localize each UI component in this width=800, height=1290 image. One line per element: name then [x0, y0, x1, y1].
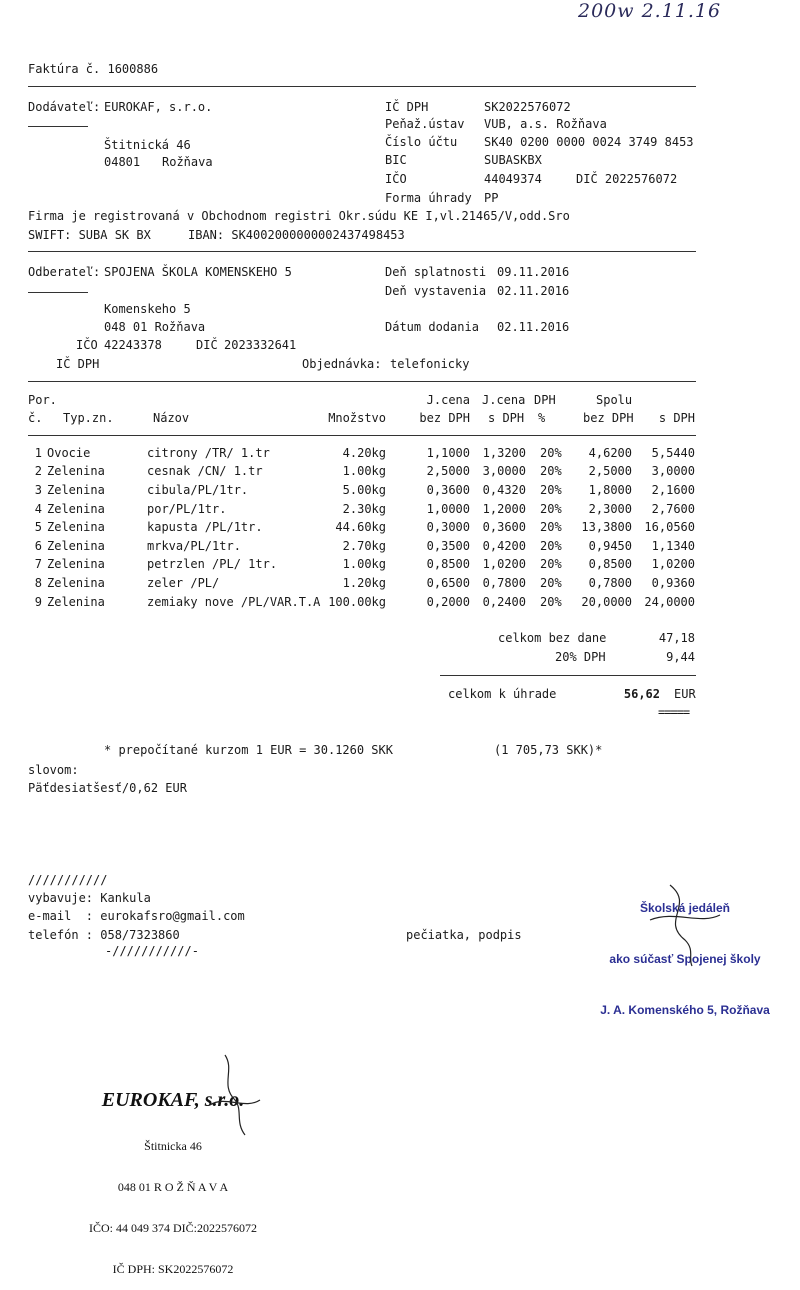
company-stamp-street: Štitnicka 46 [144, 1139, 202, 1153]
col-name: Názov [153, 411, 190, 425]
supplier-street: Štitnická 46 [104, 138, 191, 152]
issue-date: 02.11.2016 [497, 284, 570, 298]
contact-phone: telefón : 058/7323860 [28, 928, 180, 942]
amount-due: 56,62 [623, 687, 660, 701]
registry-line: Firma je registrovaná v Obchodnom registri Okr.súdu KE I,vl.21465/V,odd.Sro [28, 209, 570, 223]
row-price-vat: 1,0200 [482, 557, 526, 571]
row-total: 13,3800 [581, 520, 632, 534]
row-price-vat: 1,3200 [482, 446, 526, 460]
row-quantity: 5.00kg [342, 483, 386, 497]
supplier-name: EUROKAF, s.r.o. [104, 100, 213, 114]
row-name: cibula/PL/1tr. [147, 483, 249, 497]
row-number: 8 [34, 576, 42, 590]
bank-label-account: Číslo účtu [385, 135, 458, 149]
contact-email: e-mail : eurokafsro@gmail.com [28, 909, 245, 923]
bank-value-institution: VUB, a.s. Rožňava [484, 117, 607, 131]
row-type: Zelenina [47, 483, 105, 497]
row-name: zemiaky nove /PL/VAR.T.A [147, 595, 321, 609]
invoice-title [28, 62, 158, 76]
row-number: 1 [34, 446, 42, 460]
row-type: Zelenina [47, 576, 105, 590]
divider-table-header [28, 435, 696, 436]
row-price-vat: 0,2400 [482, 595, 526, 609]
row-total-vat: 1,1340 [651, 539, 695, 553]
row-type: Zelenina [47, 502, 105, 516]
footer-slashes-2: -///////////- [105, 944, 199, 958]
dic-label: DIČ [576, 172, 598, 186]
col-vat-bottom: % [538, 411, 546, 425]
row-price-vat: 0,7800 [482, 576, 526, 590]
customer-dic: 2023332641 [224, 338, 297, 352]
customer-icdph-label: IČ DPH [56, 357, 100, 371]
row-quantity: 1.00kg [342, 557, 386, 571]
conversion-rate: * prepočítané kurzom 1 EUR = 30.1260 SKK [104, 743, 393, 757]
col-por-top: Por. [28, 393, 57, 407]
vat-total: 9,44 [666, 650, 695, 664]
row-total-vat: 3,0000 [651, 464, 695, 478]
col-quantity: Množstvo [328, 411, 386, 425]
due-date-label: Deň splatnosti [385, 265, 487, 279]
net-total: 47,18 [658, 631, 695, 645]
company-stamp-icdph: IČ DPH: SK2022576072 [112, 1262, 234, 1276]
row-price-vat: 1,2000 [482, 502, 526, 516]
row-total-vat: 1,0200 [651, 557, 695, 571]
due-date: 09.11.2016 [497, 265, 570, 279]
row-total: 4,6200 [588, 446, 632, 460]
footer-slashes: /////////// [28, 873, 108, 887]
row-price: 0,6500 [426, 576, 470, 590]
row-type: Ovocie [47, 446, 91, 460]
divider-top [28, 86, 696, 87]
row-total-vat: 16,0560 [644, 520, 695, 534]
words-label: slovom: [28, 763, 79, 777]
row-type: Zelenina [47, 557, 105, 571]
col-total-vat-bottom: s DPH [658, 411, 695, 425]
delivery-date: 02.11.2016 [497, 320, 570, 334]
net-total-label: celkom bez dane [498, 631, 607, 645]
row-number: 9 [34, 595, 42, 609]
row-vat-rate: 20% [540, 446, 562, 460]
row-vat-rate: 20% [540, 557, 562, 571]
col-total-top: Spolu [596, 393, 633, 407]
school-stamp-line2: ako súčasť Spojenej školy [609, 952, 761, 966]
row-type: Zelenina [47, 464, 105, 478]
row-price: 2,5000 [426, 464, 470, 478]
row-total-vat: 2,1600 [651, 483, 695, 497]
issued-by: vybavuje: Kankula [28, 891, 151, 905]
row-name: citrony /TR/ 1.tr [147, 446, 270, 460]
row-price: 1,0000 [426, 502, 470, 516]
row-number: 4 [34, 502, 42, 516]
row-quantity: 100.00kg [328, 595, 386, 609]
row-vat-rate: 20% [540, 464, 562, 478]
row-vat-rate: 20% [540, 502, 562, 516]
row-price: 1,1000 [426, 446, 470, 460]
row-price: 0,3500 [426, 539, 470, 553]
row-vat-rate: 20% [540, 520, 562, 534]
swift-code: SWIFT: SUBA SK BX [28, 228, 151, 242]
col-por-bottom: č. [28, 411, 43, 425]
row-quantity: 4.20kg [342, 446, 386, 460]
col-price-bottom: bez DPH [419, 411, 470, 425]
row-total-vat: 0,9360 [651, 576, 695, 590]
row-total: 0,9450 [588, 539, 632, 553]
row-price-vat: 3,0000 [482, 464, 526, 478]
bank-label-icdph: IČ DPH [385, 100, 429, 114]
col-vat-top: DPH [534, 393, 556, 407]
double-underline: ===== [658, 705, 690, 719]
customer-label: Odberateľ: [28, 265, 101, 279]
row-quantity: 2.70kg [342, 539, 386, 553]
row-total: 20,0000 [581, 595, 632, 609]
col-price-top: J.cena [426, 393, 470, 407]
amount-due-label: celkom k úhrade [448, 687, 557, 701]
row-number: 3 [34, 483, 42, 497]
customer-ico-label: IČO [76, 338, 98, 352]
vat-total-label: 20% DPH [555, 650, 606, 664]
bank-value-icdph: SK2022576072 [484, 100, 571, 114]
row-name: kapusta /PL/1tr. [147, 520, 263, 534]
signature-scribble-icon [640, 880, 730, 970]
row-quantity: 44.60kg [335, 520, 386, 534]
bank-label-payment: Forma úhrady [385, 191, 472, 205]
row-number: 6 [34, 539, 42, 553]
divider-table [28, 381, 696, 382]
row-total-vat: 24,0000 [644, 595, 695, 609]
row-price: 0,3600 [426, 483, 470, 497]
company-stamp-city: 048 01 R O Ž Ň A V A [117, 1180, 229, 1194]
row-total: 1,8000 [588, 483, 632, 497]
row-price-vat: 0,4200 [482, 539, 526, 553]
row-total: 2,3000 [588, 502, 632, 516]
dic-value: 2022576072 [604, 172, 678, 186]
company-stamp-name: EUROKAF, s.r.o. [101, 1089, 245, 1111]
row-vat-rate: 20% [540, 595, 562, 609]
row-type: Zelenina [47, 520, 105, 534]
issue-date-label: Deň vystavenia [385, 284, 487, 298]
row-price-vat: 0,3600 [482, 520, 526, 534]
signature-scribble-icon [205, 1050, 265, 1140]
amount-due-currency: EUR [674, 687, 696, 701]
row-quantity: 1.20kg [342, 576, 386, 590]
bank-value-account: SK40 0200 0000 0024 3749 8453 [484, 135, 694, 149]
row-name: cesnak /CN/ 1.tr [147, 464, 263, 478]
row-total: 0,8500 [588, 557, 632, 571]
iban-code: IBAN: SK4002000000002437498453 [188, 228, 405, 242]
col-price-vat-bottom: s DPH [488, 411, 525, 425]
bank-value-bic: SUBASKBX [484, 153, 542, 167]
row-total: 2,5000 [588, 464, 632, 478]
supplier-dic [576, 172, 677, 186]
supplier-label-underline [28, 126, 88, 127]
col-price-vat-top: J.cena [482, 393, 526, 407]
row-type: Zelenina [47, 539, 105, 553]
row-quantity: 1.00kg [342, 464, 386, 478]
row-name: mrkva/PL/1tr. [147, 539, 241, 553]
row-quantity: 2.30kg [342, 502, 386, 516]
row-total-vat: 2,7600 [651, 502, 695, 516]
customer-dic-label: DIČ [196, 338, 218, 352]
bank-value-ico: 44049374 [484, 172, 542, 186]
bank-label-ico: IČO [385, 172, 407, 186]
row-vat-rate: 20% [540, 483, 562, 497]
row-type: Zelenina [47, 595, 105, 609]
school-stamp-line1: Školská jedáleň [639, 901, 731, 915]
divider-customer [28, 251, 696, 252]
bank-label-bic: BIC [385, 153, 407, 167]
order-label: Objednávka: [302, 357, 382, 371]
row-vat-rate: 20% [540, 576, 562, 590]
customer-label-underline [28, 292, 88, 293]
row-name: petrzlen /PL/ 1tr. [147, 557, 278, 571]
row-total: 0,7800 [588, 576, 632, 590]
supplier-label: Dodávateľ: [28, 100, 101, 114]
supplier-zip: 04801 [104, 155, 141, 169]
customer-city: 048 01 Rožňava [104, 320, 206, 334]
row-price-vat: 0,4320 [482, 483, 526, 497]
bank-label-institution: Peňaž.ústav [385, 117, 465, 131]
order-value: telefonicky [390, 357, 470, 371]
stamp-signature-label: pečiatka, podpis [406, 928, 522, 942]
conversion-skk: (1 705,73 SKK)* [494, 743, 603, 757]
school-stamp-line3: J. A. Komenského 5, Rožňava [600, 1003, 770, 1017]
row-vat-rate: 20% [540, 539, 562, 553]
customer-ico: 42243378 [104, 338, 162, 352]
row-number: 2 [34, 464, 42, 478]
row-price: 0,2000 [426, 595, 470, 609]
supplier-city: Rožňava [162, 155, 213, 169]
customer-street: Komenskeho 5 [104, 302, 191, 316]
company-stamp-ico: IČO: 44 049 374 DIČ:2022576072 [89, 1221, 257, 1235]
amount-in-words: Päťdesiatšesť/0,62 EUR [28, 781, 187, 795]
customer-name: SPOJENA ŠKOLA KOMENSKEHO 5 [104, 265, 292, 279]
row-price: 0,8500 [426, 557, 470, 571]
row-name: por/PL/1tr. [147, 502, 227, 516]
col-type: Typ.zn. [63, 411, 114, 425]
invoice-label: Faktúra č. [28, 62, 101, 76]
row-number: 5 [34, 520, 42, 534]
col-total-bottom: bez DPH [583, 411, 634, 425]
handwritten-date-note: 200w 2.11.16 [578, 0, 722, 22]
row-price: 0,3000 [426, 520, 470, 534]
invoice-number: 1600886 [107, 62, 159, 76]
delivery-date-label: Dátum dodania [385, 320, 479, 334]
row-number: 7 [34, 557, 42, 571]
row-total-vat: 5,5440 [651, 446, 695, 460]
row-name: zeler /PL/ [147, 576, 220, 590]
bank-value-payment: PP [484, 191, 499, 205]
divider-totals [440, 675, 696, 676]
